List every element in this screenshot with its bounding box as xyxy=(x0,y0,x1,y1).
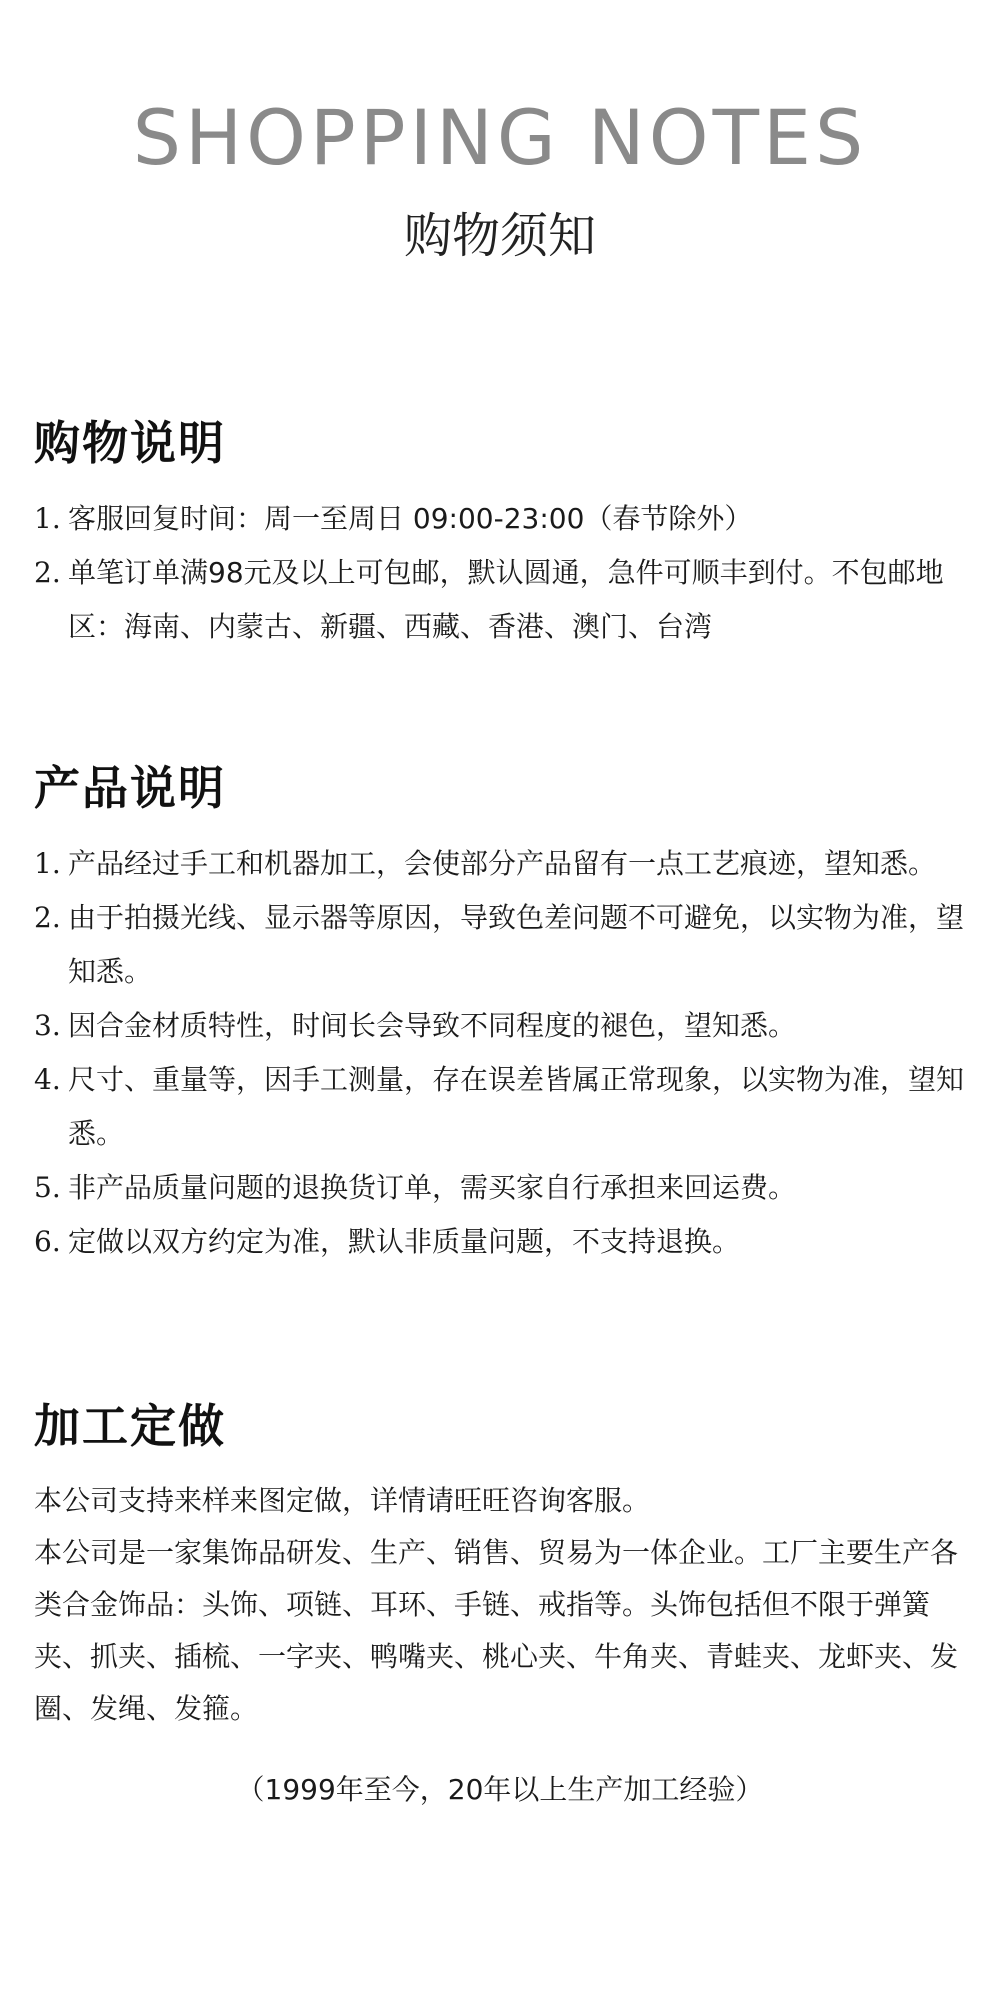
list-item xyxy=(34,891,974,999)
product-heading: 产品说明 xyxy=(34,761,226,815)
product-list xyxy=(34,837,974,1269)
list-item xyxy=(34,492,974,546)
product-section xyxy=(34,761,974,1269)
item-number: 3. xyxy=(34,1009,61,1042)
item-number: 5. xyxy=(34,1171,61,1204)
list-item xyxy=(34,1215,974,1269)
item-text: 产品经过手工和机器加工，会使部分产品留有一点工艺痕迹，望知悉。 xyxy=(68,847,937,880)
item-number: 2. xyxy=(34,901,61,934)
list-item xyxy=(34,1053,974,1161)
item-number: 2. xyxy=(34,556,61,589)
item-text: 由于拍摄光线、显示器等原因，导致色差问题不可避免，以实物为准，望知悉。 xyxy=(68,901,965,988)
list-item xyxy=(34,1161,974,1215)
list-item xyxy=(34,546,974,654)
item-number: 6. xyxy=(34,1225,61,1258)
page-subtitle: 购物须知 xyxy=(403,208,596,264)
list-item xyxy=(34,837,974,891)
custom-paragraph: 本公司是一家集饰品研发、生产、销售、贸易为一体企业。工厂主要生产各类合金饰品：头饰、项链、耳环、手链、戒指等。头饰包括但不限于弹簧夹、抓夹、插梳、一字夹、鸭嘴夹、桃心夹、牛角夹、青蛙夹、龙虾夹、发圈、发绳、发箍。 xyxy=(34,1536,959,1725)
shopping-section xyxy=(34,416,974,654)
custom-heading: 加工定做 xyxy=(34,1399,226,1453)
custom-paragraph: 本公司支持来样来图定做，详情请旺旺咨询客服。 xyxy=(34,1484,651,1517)
item-number: 1. xyxy=(34,847,61,880)
page-title: SHOPPING NOTES xyxy=(132,93,868,182)
item-text: 客服回复时间：周一至周日 09:00-23:00（春节除外） xyxy=(68,502,753,535)
shopping-list xyxy=(34,492,974,654)
item-number: 4. xyxy=(34,1063,61,1096)
item-text: 定做以双方约定为准，默认非质量问题，不支持退换。 xyxy=(68,1225,741,1258)
shopping-heading: 购物说明 xyxy=(34,416,226,470)
item-text: 尺寸、重量等，因手工测量，存在误差皆属正常现象，以实物为准，望知悉。 xyxy=(68,1063,965,1150)
item-number: 1. xyxy=(34,502,61,535)
custom-body xyxy=(34,1475,974,1735)
item-text: 因合金材质特性，时间长会导致不同程度的褪色，望知悉。 xyxy=(68,1009,797,1042)
custom-section xyxy=(34,1399,974,1735)
item-text: 单笔订单满98元及以上可包邮，默认圆通，急件可顺丰到付。不包邮地区：海南、内蒙古、新疆、西藏、香港、澳门、台湾 xyxy=(68,556,944,643)
experience-note: （1999年至今，20年以上生产加工经验） xyxy=(236,1773,764,1806)
list-item xyxy=(34,999,974,1053)
item-text: 非产品质量问题的退换货订单，需买家自行承担来回运费。 xyxy=(68,1171,797,1204)
